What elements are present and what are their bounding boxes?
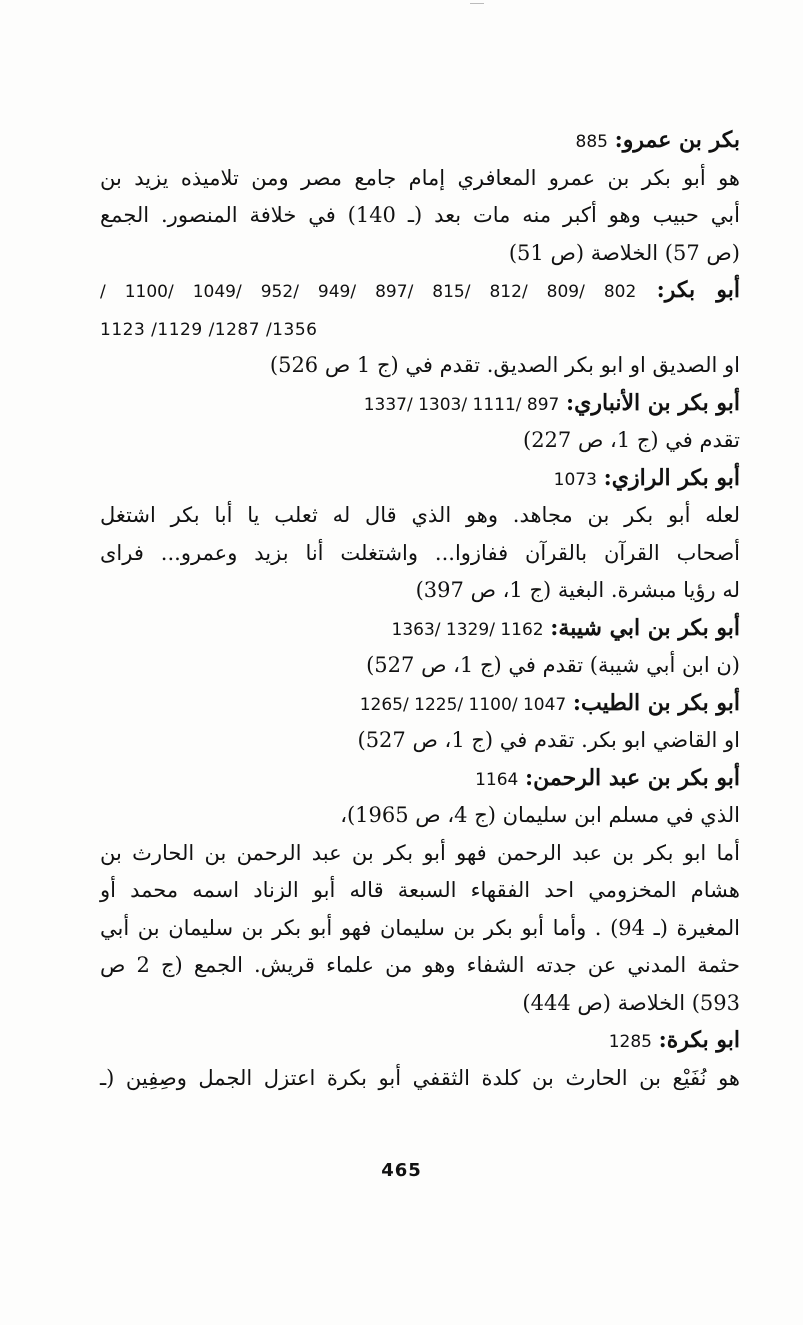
entry-heading: أبو بكر: [656, 277, 740, 303]
entry-references: 1073 [553, 469, 597, 490]
entry-heading-line [100, 385, 740, 423]
entry-heading: أبو بكر بن الطيب: [572, 689, 740, 716]
entry-references: 802 /809 /812 /815 /897 /949 /952 /1049 /1100 / [100, 282, 637, 302]
entry-references: 1047 /1100 /1225 /1265 [359, 694, 567, 715]
entry-references: 885 [575, 132, 608, 152]
body-line: او القاضي ابو بكر. تقدم في (ج 1، ص 527) [357, 728, 740, 752]
entry-heading-line [100, 685, 740, 723]
entry-references: 897 /1111 /1303 /1337 [363, 394, 560, 415]
entry-references: 1123 /1129 /1287 /1356 [100, 319, 318, 340]
body-line: حثمة المدني عن جدته الشفاء وهو من علماء قريش. الجمع (ج 2 ص [100, 953, 740, 977]
entry-heading: بكر بن عمرو: [614, 127, 740, 153]
body-line: هو نُفَيْع بن الحارث بن كلدة الثقفي أبو بكرة اعتزل الجمل وصِفِين (ـ [100, 1065, 740, 1090]
text-body [100, 122, 740, 1097]
body-line: تقدم في (ج 1، ص 227) [522, 428, 740, 452]
entry-heading: أبو بكر الرازي: [603, 464, 740, 491]
body-line: أصحاب القرآن بالقرآن ففازوا... واشتغلت أنا بزيد وعمرو... فرای [100, 540, 740, 565]
entry-heading-line [100, 760, 740, 798]
entry-heading: أبو بكر بن عبد الرحمن: [525, 764, 740, 791]
entry-heading: ابو بكرة: [658, 1027, 740, 1053]
body-line: له رؤيا مبشرة. البغية (ج 1، ص 397) [415, 578, 740, 602]
entry-heading-line [100, 122, 740, 160]
body-line: 593) الخلاصة (ص 444) [522, 990, 740, 1015]
references-line [100, 310, 740, 348]
body-line: أبي حبيب وهو أكبر منه مات بعد (ـ 140) في خلافة المنصور. الجمع [100, 203, 740, 227]
entry-heading-line [100, 1022, 740, 1060]
body-line: هو أبو بكر بن عمرو المعافري إمام جامع مصر ومن تلاميذه يزيد بن [100, 165, 740, 190]
entry-heading-line [100, 460, 740, 498]
body-line: الذي في مسلم ابن سليمان (ج 4، ص 1965)، [340, 803, 740, 827]
body-line: (ص 57) الخلاصة (ص 51) [508, 240, 740, 265]
body-line: هشام المخزومي احد الفقهاء السبعة قاله أبو الزناد اسمه محمد أو [100, 878, 740, 902]
entry-references: 1285 [608, 1032, 652, 1052]
entry-heading-line [100, 610, 740, 648]
entry-references: 1162 /1329 /1363 [391, 619, 544, 640]
body-line: المغيرة (ـ 94) . وأما أبو بكر بن سليمان فهو أبو بكر بن سليمان بن أبي [100, 915, 740, 940]
body-line: أما ابو بكر بن عبد الرحمن فهو أبو بكر بن عبد الرحمن بن الحارث بن [100, 840, 740, 865]
entry-heading: أبو بكر بن الأنباري: [566, 389, 740, 416]
entry-heading: أبو بكر بن ابي شيبة: [550, 614, 740, 641]
scan-mark [470, 3, 484, 4]
body-line: لعله أبو بكر بن مجاهد. وهو الذي قال له ثعلب يا أبا بكر اشتغل [100, 503, 740, 527]
entry-heading-line [100, 272, 740, 310]
entry-references: 1164 [475, 769, 519, 790]
page-number: 465 [381, 1160, 422, 1181]
body-line: او الصديق او ابو بكر الصديق. تقدم في (ج 1 ص 526) [269, 353, 740, 377]
body-line: (ن ابن أبي شيبة) تقدم في (ج 1، ص 527) [366, 653, 740, 677]
